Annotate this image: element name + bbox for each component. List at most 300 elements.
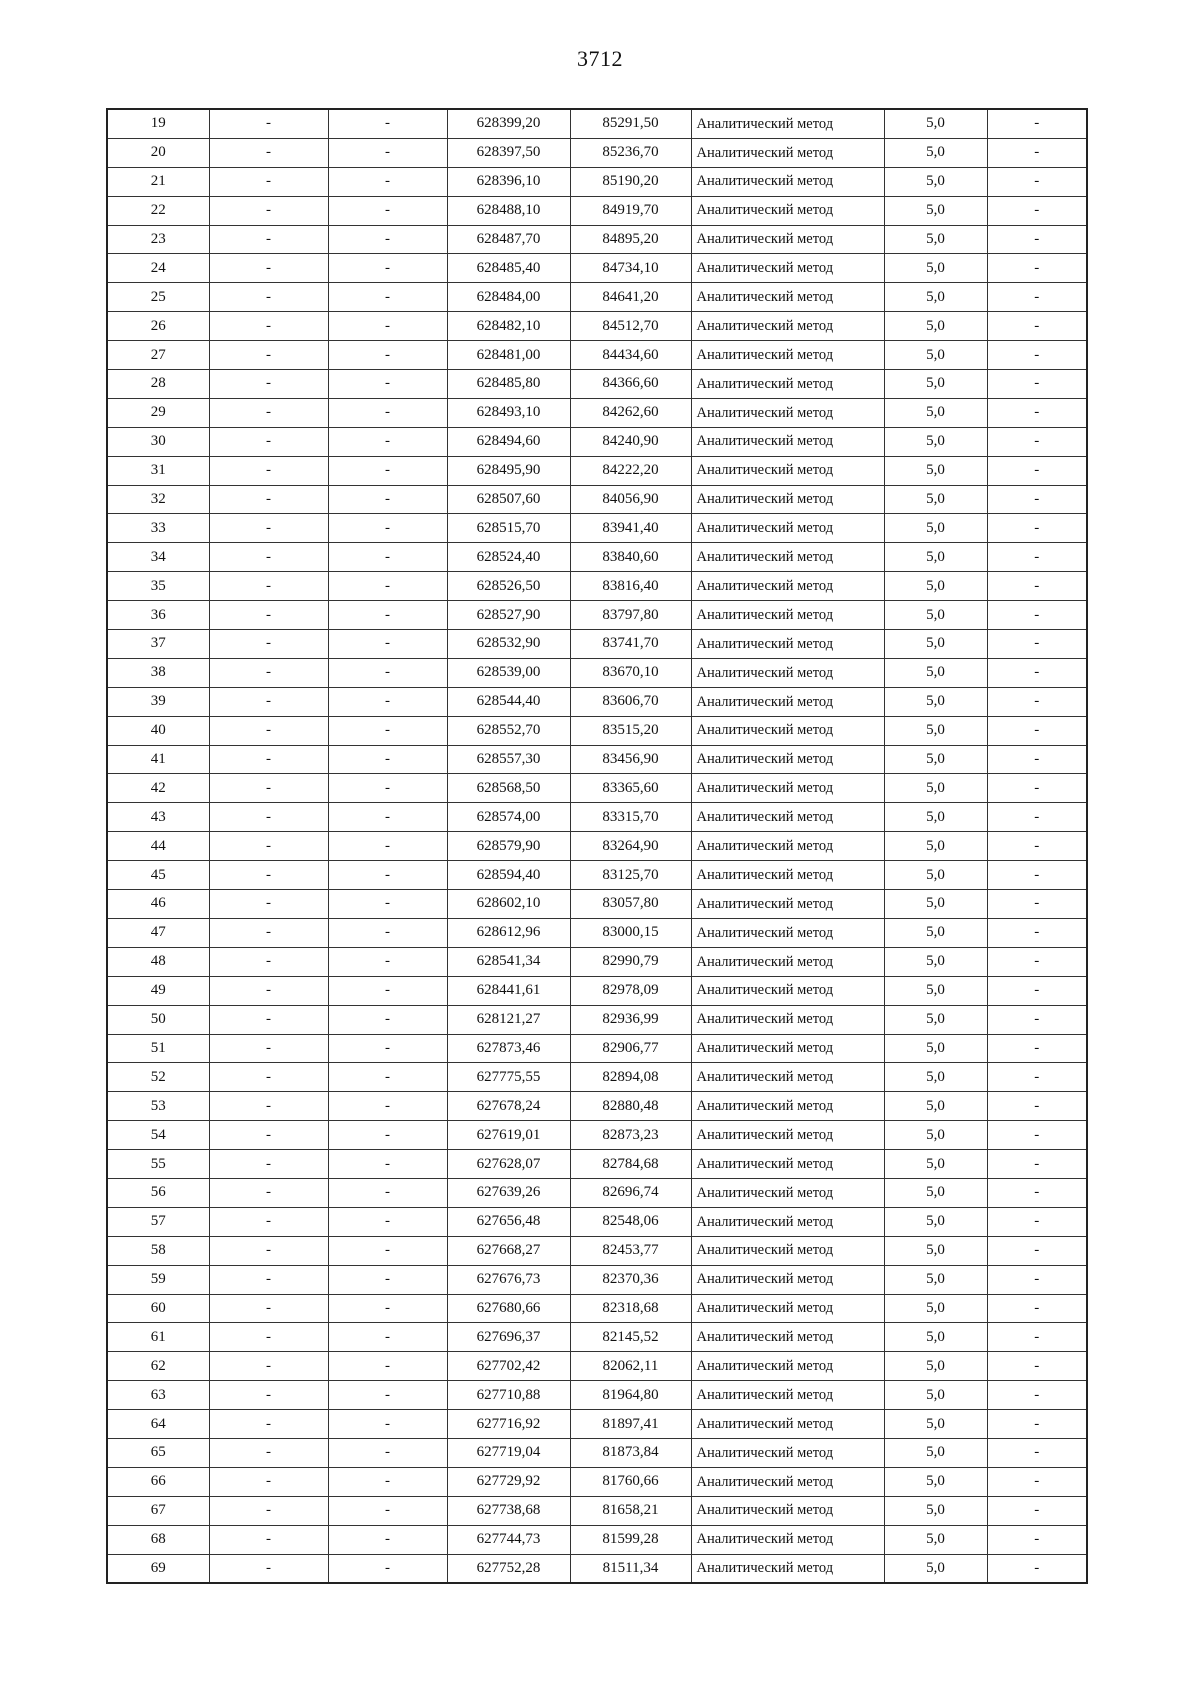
- point-number-cell: 19: [107, 109, 209, 138]
- error-cell: 5,0: [884, 658, 987, 687]
- empty-y-old-cell: -: [328, 861, 447, 890]
- error-cell: 5,0: [884, 1178, 987, 1207]
- description-cell: -: [987, 398, 1087, 427]
- empty-x-old-cell: -: [209, 1265, 328, 1294]
- x-coordinate-cell: 628557,30: [447, 745, 570, 774]
- x-coordinate-cell: 627738,68: [447, 1496, 570, 1525]
- method-cell: Аналитический метод: [691, 254, 884, 283]
- x-coordinate-cell: 627696,37: [447, 1323, 570, 1352]
- table-row: [107, 1005, 1087, 1034]
- description-cell: -: [987, 716, 1087, 745]
- method-cell: Аналитический метод: [691, 1207, 884, 1236]
- empty-x-old-cell: -: [209, 976, 328, 1005]
- y-coordinate-cell: 82978,09: [570, 976, 691, 1005]
- y-coordinate-cell: 83000,15: [570, 918, 691, 947]
- method-cell: Аналитический метод: [691, 947, 884, 976]
- method-cell: Аналитический метод: [691, 1323, 884, 1352]
- x-coordinate-cell: 628544,40: [447, 687, 570, 716]
- error-cell: 5,0: [884, 1410, 987, 1439]
- y-coordinate-cell: 82990,79: [570, 947, 691, 976]
- method-cell: Аналитический метод: [691, 890, 884, 919]
- y-coordinate-cell: 82696,74: [570, 1178, 691, 1207]
- y-coordinate-cell: 81897,41: [570, 1410, 691, 1439]
- y-coordinate-cell: 82062,11: [570, 1352, 691, 1381]
- method-cell: Аналитический метод: [691, 1381, 884, 1410]
- table-row: [107, 1496, 1087, 1525]
- empty-x-old-cell: -: [209, 514, 328, 543]
- table-row: [107, 514, 1087, 543]
- y-coordinate-cell: 81511,34: [570, 1554, 691, 1583]
- method-cell: Аналитический метод: [691, 1496, 884, 1525]
- y-coordinate-cell: 84056,90: [570, 485, 691, 514]
- point-number-cell: 35: [107, 572, 209, 601]
- point-number-cell: 32: [107, 485, 209, 514]
- table-row: [107, 1092, 1087, 1121]
- empty-y-old-cell: -: [328, 1005, 447, 1034]
- x-coordinate-cell: 628574,00: [447, 803, 570, 832]
- point-number-cell: 55: [107, 1150, 209, 1179]
- method-cell: Аналитический метод: [691, 341, 884, 370]
- empty-y-old-cell: -: [328, 341, 447, 370]
- table-row: [107, 1236, 1087, 1265]
- method-cell: Аналитический метод: [691, 861, 884, 890]
- point-number-cell: 48: [107, 947, 209, 976]
- y-coordinate-cell: 84262,60: [570, 398, 691, 427]
- table-row: [107, 687, 1087, 716]
- empty-y-old-cell: -: [328, 1352, 447, 1381]
- description-cell: -: [987, 745, 1087, 774]
- y-coordinate-cell: 82453,77: [570, 1236, 691, 1265]
- empty-y-old-cell: -: [328, 630, 447, 659]
- method-cell: Аналитический метод: [691, 398, 884, 427]
- empty-x-old-cell: -: [209, 398, 328, 427]
- table-row: [107, 918, 1087, 947]
- empty-x-old-cell: -: [209, 1092, 328, 1121]
- point-number-cell: 62: [107, 1352, 209, 1381]
- method-cell: Аналитический метод: [691, 1121, 884, 1150]
- x-coordinate-cell: 628526,50: [447, 572, 570, 601]
- method-cell: Аналитический метод: [691, 225, 884, 254]
- description-cell: -: [987, 456, 1087, 485]
- table-row: [107, 341, 1087, 370]
- y-coordinate-cell: 85236,70: [570, 138, 691, 167]
- table-row: [107, 976, 1087, 1005]
- table-row: [107, 716, 1087, 745]
- point-number-cell: 50: [107, 1005, 209, 1034]
- description-cell: -: [987, 543, 1087, 572]
- point-number-cell: 26: [107, 312, 209, 341]
- x-coordinate-cell: 628539,00: [447, 658, 570, 687]
- error-cell: 5,0: [884, 398, 987, 427]
- table-row: [107, 427, 1087, 456]
- table-row: [107, 196, 1087, 225]
- empty-y-old-cell: -: [328, 1178, 447, 1207]
- method-cell: Аналитический метод: [691, 1410, 884, 1439]
- description-cell: -: [987, 1554, 1087, 1583]
- table-row: [107, 1034, 1087, 1063]
- error-cell: 5,0: [884, 601, 987, 630]
- error-cell: 5,0: [884, 1467, 987, 1496]
- description-cell: -: [987, 1352, 1087, 1381]
- error-cell: 5,0: [884, 890, 987, 919]
- error-cell: 5,0: [884, 1265, 987, 1294]
- description-cell: -: [987, 1496, 1087, 1525]
- y-coordinate-cell: 84734,10: [570, 254, 691, 283]
- x-coordinate-cell: 628441,61: [447, 976, 570, 1005]
- y-coordinate-cell: 83264,90: [570, 832, 691, 861]
- empty-y-old-cell: -: [328, 1207, 447, 1236]
- point-number-cell: 59: [107, 1265, 209, 1294]
- method-cell: Аналитический метод: [691, 716, 884, 745]
- x-coordinate-cell: 628494,60: [447, 427, 570, 456]
- table-row: [107, 630, 1087, 659]
- method-cell: Аналитический метод: [691, 1554, 884, 1583]
- empty-y-old-cell: -: [328, 716, 447, 745]
- empty-y-old-cell: -: [328, 1525, 447, 1554]
- x-coordinate-cell: 628524,40: [447, 543, 570, 572]
- description-cell: -: [987, 1063, 1087, 1092]
- table-row: [107, 254, 1087, 283]
- description-cell: -: [987, 947, 1087, 976]
- empty-y-old-cell: -: [328, 890, 447, 919]
- x-coordinate-cell: 628541,34: [447, 947, 570, 976]
- error-cell: 5,0: [884, 572, 987, 601]
- point-number-cell: 41: [107, 745, 209, 774]
- y-coordinate-cell: 82370,36: [570, 1265, 691, 1294]
- empty-x-old-cell: -: [209, 1525, 328, 1554]
- empty-y-old-cell: -: [328, 774, 447, 803]
- point-number-cell: 68: [107, 1525, 209, 1554]
- y-coordinate-cell: 84919,70: [570, 196, 691, 225]
- x-coordinate-cell: 628515,70: [447, 514, 570, 543]
- y-coordinate-cell: 82318,68: [570, 1294, 691, 1323]
- method-cell: Аналитический метод: [691, 1092, 884, 1121]
- table-row: [107, 658, 1087, 687]
- empty-y-old-cell: -: [328, 1034, 447, 1063]
- empty-y-old-cell: -: [328, 976, 447, 1005]
- x-coordinate-cell: 628594,40: [447, 861, 570, 890]
- error-cell: 5,0: [884, 1092, 987, 1121]
- empty-x-old-cell: -: [209, 1323, 328, 1352]
- empty-x-old-cell: -: [209, 1034, 328, 1063]
- description-cell: -: [987, 109, 1087, 138]
- y-coordinate-cell: 83057,80: [570, 890, 691, 919]
- empty-x-old-cell: -: [209, 138, 328, 167]
- y-coordinate-cell: 83456,90: [570, 745, 691, 774]
- point-number-cell: 36: [107, 601, 209, 630]
- y-coordinate-cell: 83365,60: [570, 774, 691, 803]
- table-body: [107, 109, 1087, 1583]
- y-coordinate-cell: 84895,20: [570, 225, 691, 254]
- point-number-cell: 64: [107, 1410, 209, 1439]
- table-row: [107, 225, 1087, 254]
- method-cell: Аналитический метод: [691, 167, 884, 196]
- empty-x-old-cell: -: [209, 1467, 328, 1496]
- point-number-cell: 66: [107, 1467, 209, 1496]
- empty-x-old-cell: -: [209, 254, 328, 283]
- empty-x-old-cell: -: [209, 283, 328, 312]
- description-cell: -: [987, 341, 1087, 370]
- point-number-cell: 21: [107, 167, 209, 196]
- error-cell: 5,0: [884, 543, 987, 572]
- empty-x-old-cell: -: [209, 1496, 328, 1525]
- description-cell: -: [987, 196, 1087, 225]
- method-cell: Аналитический метод: [691, 1150, 884, 1179]
- description-cell: -: [987, 1150, 1087, 1179]
- description-cell: -: [987, 976, 1087, 1005]
- method-cell: Аналитический метод: [691, 514, 884, 543]
- empty-x-old-cell: -: [209, 341, 328, 370]
- table-row: [107, 774, 1087, 803]
- method-cell: Аналитический метод: [691, 196, 884, 225]
- point-number-cell: 69: [107, 1554, 209, 1583]
- empty-x-old-cell: -: [209, 601, 328, 630]
- table-row: [107, 1150, 1087, 1179]
- y-coordinate-cell: 82784,68: [570, 1150, 691, 1179]
- empty-y-old-cell: -: [328, 1554, 447, 1583]
- description-cell: -: [987, 687, 1087, 716]
- method-cell: Аналитический метод: [691, 1294, 884, 1323]
- empty-y-old-cell: -: [328, 398, 447, 427]
- x-coordinate-cell: 628481,00: [447, 341, 570, 370]
- empty-y-old-cell: -: [328, 1150, 447, 1179]
- error-cell: 5,0: [884, 485, 987, 514]
- point-number-cell: 28: [107, 370, 209, 399]
- empty-x-old-cell: -: [209, 861, 328, 890]
- x-coordinate-cell: 627752,28: [447, 1554, 570, 1583]
- point-number-cell: 38: [107, 658, 209, 687]
- error-cell: 5,0: [884, 803, 987, 832]
- page-number: 3712: [577, 46, 623, 71]
- table-row: [107, 1063, 1087, 1092]
- table-row: [107, 398, 1087, 427]
- y-coordinate-cell: 82145,52: [570, 1323, 691, 1352]
- empty-x-old-cell: -: [209, 1352, 328, 1381]
- error-cell: 5,0: [884, 109, 987, 138]
- x-coordinate-cell: 627628,07: [447, 1150, 570, 1179]
- description-cell: -: [987, 225, 1087, 254]
- y-coordinate-cell: 81964,80: [570, 1381, 691, 1410]
- empty-y-old-cell: -: [328, 601, 447, 630]
- x-coordinate-cell: 627678,24: [447, 1092, 570, 1121]
- point-number-cell: 61: [107, 1323, 209, 1352]
- table-row: [107, 947, 1087, 976]
- empty-y-old-cell: -: [328, 803, 447, 832]
- error-cell: 5,0: [884, 1525, 987, 1554]
- description-cell: -: [987, 774, 1087, 803]
- x-coordinate-cell: 627719,04: [447, 1438, 570, 1467]
- empty-y-old-cell: -: [328, 283, 447, 312]
- empty-x-old-cell: -: [209, 1410, 328, 1439]
- table-row: [107, 1381, 1087, 1410]
- point-number-cell: 46: [107, 890, 209, 919]
- y-coordinate-cell: 83515,20: [570, 716, 691, 745]
- y-coordinate-cell: 84366,60: [570, 370, 691, 399]
- point-number-cell: 49: [107, 976, 209, 1005]
- empty-y-old-cell: -: [328, 1294, 447, 1323]
- x-coordinate-cell: 628485,80: [447, 370, 570, 399]
- error-cell: 5,0: [884, 138, 987, 167]
- point-number-cell: 30: [107, 427, 209, 456]
- description-cell: -: [987, 1236, 1087, 1265]
- table-row: [107, 1554, 1087, 1583]
- empty-x-old-cell: -: [209, 803, 328, 832]
- error-cell: 5,0: [884, 341, 987, 370]
- error-cell: 5,0: [884, 1121, 987, 1150]
- x-coordinate-cell: 628568,50: [447, 774, 570, 803]
- error-cell: 5,0: [884, 918, 987, 947]
- method-cell: Аналитический метод: [691, 427, 884, 456]
- point-number-cell: 52: [107, 1063, 209, 1092]
- error-cell: 5,0: [884, 427, 987, 456]
- error-cell: 5,0: [884, 1496, 987, 1525]
- description-cell: -: [987, 167, 1087, 196]
- error-cell: 5,0: [884, 1352, 987, 1381]
- empty-y-old-cell: -: [328, 1092, 447, 1121]
- method-cell: Аналитический метод: [691, 918, 884, 947]
- y-coordinate-cell: 82548,06: [570, 1207, 691, 1236]
- empty-x-old-cell: -: [209, 1005, 328, 1034]
- error-cell: 5,0: [884, 947, 987, 976]
- empty-x-old-cell: -: [209, 947, 328, 976]
- point-number-cell: 43: [107, 803, 209, 832]
- table-row: [107, 485, 1087, 514]
- x-coordinate-cell: 627639,26: [447, 1178, 570, 1207]
- error-cell: 5,0: [884, 312, 987, 341]
- y-coordinate-cell: 83941,40: [570, 514, 691, 543]
- empty-y-old-cell: -: [328, 1467, 447, 1496]
- x-coordinate-cell: 628527,90: [447, 601, 570, 630]
- x-coordinate-cell: 627716,92: [447, 1410, 570, 1439]
- error-cell: 5,0: [884, 774, 987, 803]
- x-coordinate-cell: 628552,70: [447, 716, 570, 745]
- x-coordinate-cell: 627668,27: [447, 1236, 570, 1265]
- empty-y-old-cell: -: [328, 1121, 447, 1150]
- error-cell: 5,0: [884, 687, 987, 716]
- x-coordinate-cell: 628121,27: [447, 1005, 570, 1034]
- empty-y-old-cell: -: [328, 745, 447, 774]
- x-coordinate-cell: 628399,20: [447, 109, 570, 138]
- description-cell: -: [987, 890, 1087, 919]
- y-coordinate-cell: 83670,10: [570, 658, 691, 687]
- method-cell: Аналитический метод: [691, 976, 884, 1005]
- empty-y-old-cell: -: [328, 1381, 447, 1410]
- method-cell: Аналитический метод: [691, 1467, 884, 1496]
- error-cell: 5,0: [884, 167, 987, 196]
- error-cell: 5,0: [884, 225, 987, 254]
- error-cell: 5,0: [884, 456, 987, 485]
- error-cell: 5,0: [884, 1294, 987, 1323]
- empty-x-old-cell: -: [209, 572, 328, 601]
- table-row: [107, 890, 1087, 919]
- x-coordinate-cell: 627744,73: [447, 1525, 570, 1554]
- empty-y-old-cell: -: [328, 109, 447, 138]
- x-coordinate-cell: 628484,00: [447, 283, 570, 312]
- empty-x-old-cell: -: [209, 918, 328, 947]
- point-number-cell: 67: [107, 1496, 209, 1525]
- empty-y-old-cell: -: [328, 687, 447, 716]
- empty-y-old-cell: -: [328, 225, 447, 254]
- x-coordinate-cell: 627775,55: [447, 1063, 570, 1092]
- description-cell: -: [987, 1323, 1087, 1352]
- method-cell: Аналитический метод: [691, 138, 884, 167]
- empty-x-old-cell: -: [209, 1294, 328, 1323]
- description-cell: -: [987, 485, 1087, 514]
- method-cell: Аналитический метод: [691, 601, 884, 630]
- y-coordinate-cell: 83741,70: [570, 630, 691, 659]
- x-coordinate-cell: 627702,42: [447, 1352, 570, 1381]
- method-cell: Аналитический метод: [691, 803, 884, 832]
- description-cell: -: [987, 370, 1087, 399]
- table-row: [107, 543, 1087, 572]
- coordinates-table: [106, 108, 1088, 1584]
- empty-x-old-cell: -: [209, 1150, 328, 1179]
- description-cell: -: [987, 832, 1087, 861]
- point-number-cell: 25: [107, 283, 209, 312]
- table-row: [107, 1467, 1087, 1496]
- empty-x-old-cell: -: [209, 196, 328, 225]
- table-row: [107, 109, 1087, 138]
- point-number-cell: 29: [107, 398, 209, 427]
- empty-x-old-cell: -: [209, 109, 328, 138]
- empty-x-old-cell: -: [209, 1207, 328, 1236]
- table-row: [107, 803, 1087, 832]
- table-row: [107, 1121, 1087, 1150]
- y-coordinate-cell: 82906,77: [570, 1034, 691, 1063]
- error-cell: 5,0: [884, 254, 987, 283]
- y-coordinate-cell: 81599,28: [570, 1525, 691, 1554]
- empty-x-old-cell: -: [209, 456, 328, 485]
- method-cell: Аналитический метод: [691, 312, 884, 341]
- empty-y-old-cell: -: [328, 1496, 447, 1525]
- empty-x-old-cell: -: [209, 1381, 328, 1410]
- description-cell: -: [987, 1178, 1087, 1207]
- error-cell: 5,0: [884, 716, 987, 745]
- description-cell: -: [987, 254, 1087, 283]
- error-cell: 5,0: [884, 1236, 987, 1265]
- error-cell: 5,0: [884, 514, 987, 543]
- method-cell: Аналитический метод: [691, 1236, 884, 1265]
- y-coordinate-cell: 83797,80: [570, 601, 691, 630]
- table-row: [107, 456, 1087, 485]
- point-number-cell: 20: [107, 138, 209, 167]
- error-cell: 5,0: [884, 1323, 987, 1352]
- table-row: [107, 1525, 1087, 1554]
- point-number-cell: 37: [107, 630, 209, 659]
- x-coordinate-cell: 627680,66: [447, 1294, 570, 1323]
- empty-y-old-cell: -: [328, 1438, 447, 1467]
- point-number-cell: 63: [107, 1381, 209, 1410]
- method-cell: Аналитический метод: [691, 687, 884, 716]
- point-number-cell: 51: [107, 1034, 209, 1063]
- empty-x-old-cell: -: [209, 370, 328, 399]
- description-cell: -: [987, 312, 1087, 341]
- empty-x-old-cell: -: [209, 687, 328, 716]
- empty-y-old-cell: -: [328, 456, 447, 485]
- x-coordinate-cell: 628602,10: [447, 890, 570, 919]
- empty-x-old-cell: -: [209, 1121, 328, 1150]
- description-cell: -: [987, 1092, 1087, 1121]
- empty-y-old-cell: -: [328, 572, 447, 601]
- x-coordinate-cell: 627710,88: [447, 1381, 570, 1410]
- empty-x-old-cell: -: [209, 225, 328, 254]
- y-coordinate-cell: 84512,70: [570, 312, 691, 341]
- empty-x-old-cell: -: [209, 312, 328, 341]
- x-coordinate-cell: 627676,73: [447, 1265, 570, 1294]
- method-cell: Аналитический метод: [691, 572, 884, 601]
- empty-x-old-cell: -: [209, 427, 328, 456]
- y-coordinate-cell: 85291,50: [570, 109, 691, 138]
